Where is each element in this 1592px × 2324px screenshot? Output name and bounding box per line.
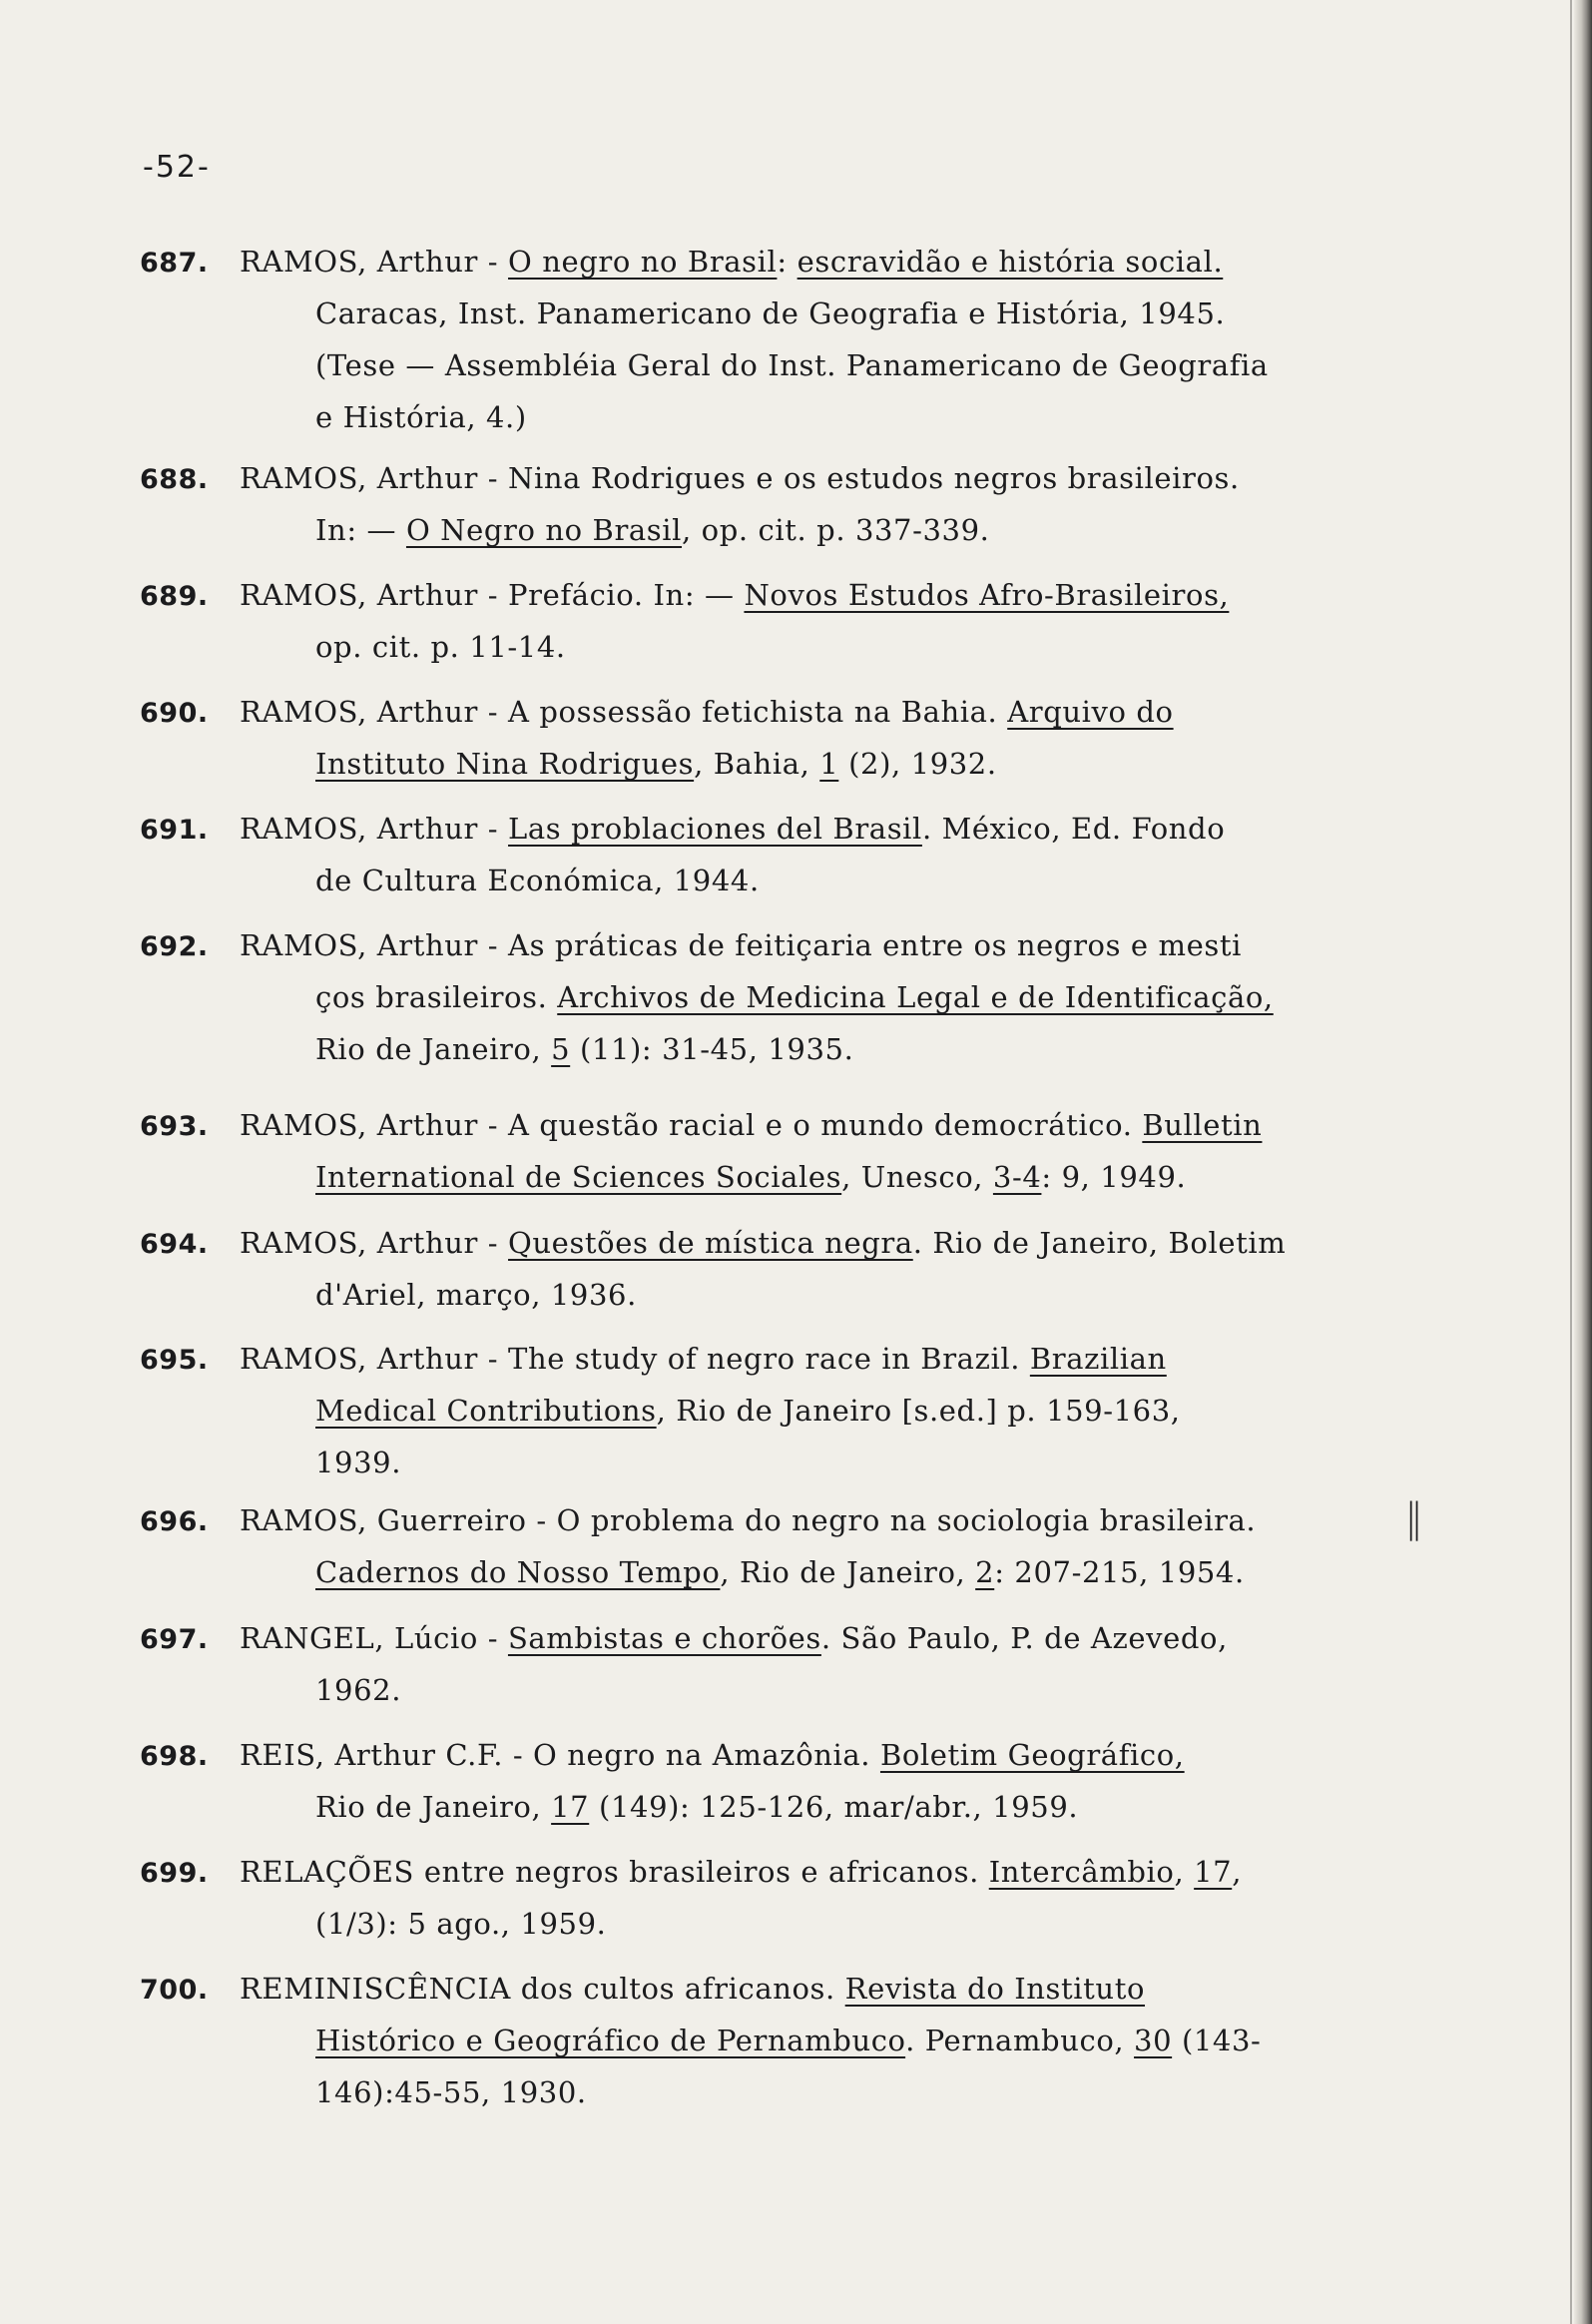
entry-text: RANGEL, Lúcio - xyxy=(240,1621,508,1655)
entry-line xyxy=(240,1855,1242,1889)
underlined-title: O negro no Brasil xyxy=(508,245,778,279)
entry-text: . Pernambuco, xyxy=(905,2024,1135,2057)
entry-text: , op. cit. p. 337-339. xyxy=(682,513,990,547)
underlined-title: 1 xyxy=(819,747,839,781)
entry-line xyxy=(315,1032,853,1066)
underlined-title: Questões de mística negra xyxy=(508,1226,913,1260)
entry-text: 1939. xyxy=(315,1446,402,1479)
entry-text: (2), 1932. xyxy=(838,747,997,781)
entry-text: RAMOS, Arthur - xyxy=(240,245,509,279)
entry-line xyxy=(315,400,527,434)
entry-text: RAMOS, Arthur - xyxy=(240,1226,509,1260)
underlined-title: escravidão e história social. xyxy=(796,245,1224,279)
entry-text: RAMOS, Arthur - A questão racial e o mundo democrático. xyxy=(240,1108,1143,1142)
underlined-title: Bulletin xyxy=(1142,1108,1263,1142)
entry-line xyxy=(240,245,1223,279)
underlined-title: International de Sciences Sociales xyxy=(315,1160,842,1194)
underlined-title: Novos Estudos Afro-Brasileiros, xyxy=(744,578,1230,612)
underlined-title: Medical Contributions xyxy=(315,1394,657,1428)
entry-line xyxy=(315,1555,1245,1589)
entry-line xyxy=(240,812,1225,846)
entry-text: (Tese — Assembléia Geral do Inst. Panamericano de Geografia xyxy=(315,348,1269,382)
entry-line xyxy=(240,1503,1256,1537)
entry-text: (11): 31-45, 1935. xyxy=(570,1032,854,1066)
entry-text: RAMOS, Arthur - A possessão fetichista na Bahia. xyxy=(240,695,1008,729)
entry-line xyxy=(315,2075,587,2109)
underlined-title: 5 xyxy=(551,1032,571,1066)
entry-line xyxy=(315,348,1269,382)
entry-number: 694. xyxy=(140,1229,209,1260)
entry-text: , Rio de Janeiro [s.ed.] p. 159-163, xyxy=(656,1394,1181,1428)
entry-number: 695. xyxy=(140,1345,209,1376)
entry-text: REMINISCÊNCIA dos cultos africanos. xyxy=(240,1972,845,2006)
entry-text: : xyxy=(777,245,797,279)
entry-text: RAMOS, Arthur - Prefácio. In: — xyxy=(240,578,745,612)
entry-text: d'Ariel, março, 1936. xyxy=(315,1278,637,1312)
underlined-title: Revista do Instituto xyxy=(844,1972,1146,2006)
entry-text: RAMOS, Arthur - Nina Rodrigues e os estudos negros brasileiros. xyxy=(240,461,1240,495)
entry-line xyxy=(240,1972,1145,2006)
entry-line xyxy=(240,1342,1167,1376)
entry-text: REIS, Arthur C.F. - O negro na Amazônia. xyxy=(240,1738,880,1772)
entry-line xyxy=(315,1278,637,1312)
entry-text: . Rio de Janeiro, Boletim xyxy=(912,1226,1287,1260)
underlined-title: 3-4 xyxy=(992,1160,1042,1194)
entry-text: : 9, 1949. xyxy=(1041,1160,1187,1194)
entry-text: Caracas, Inst. Panamericano de Geografia e História, 1945. xyxy=(315,296,1226,330)
entry-text: RAMOS, Guerreiro - O problema do negro na sociologia brasileira. xyxy=(240,1503,1257,1537)
entry-text: (143- xyxy=(1172,2024,1262,2057)
entry-line xyxy=(315,513,989,547)
entry-line xyxy=(240,461,1240,495)
entry-line xyxy=(315,1446,401,1479)
entry-text: In: — xyxy=(315,513,406,547)
entry-line xyxy=(240,695,1174,729)
entry-number: 696. xyxy=(140,1506,209,1537)
entry-text: . México, Ed. Fondo xyxy=(921,812,1226,846)
entry-line xyxy=(315,296,1225,330)
underlined-title: Archivos de Medicina Legal e de Identificação, xyxy=(557,980,1274,1014)
underlined-title: Histórico e Geográfico de Pernambuco xyxy=(315,2024,906,2057)
entry-line xyxy=(315,1160,1186,1194)
entry-line xyxy=(315,980,1274,1014)
entry-text: ços brasileiros. xyxy=(315,980,558,1014)
underlined-title: Intercâmbio xyxy=(988,1855,1175,1889)
underlined-title: 17 xyxy=(1194,1855,1233,1889)
entry-line xyxy=(315,1673,401,1707)
underlined-title: Boletim Geográfico, xyxy=(879,1738,1185,1772)
entry-line xyxy=(315,1394,1181,1428)
entry-number: 692. xyxy=(140,931,209,962)
entry-text: (149): 125-126, mar/abr., 1959. xyxy=(589,1790,1079,1824)
underlined-title: Arquivo do xyxy=(1007,695,1174,729)
entry-text: , xyxy=(1232,1855,1243,1889)
underlined-title: Sambistas e chorões xyxy=(507,1621,821,1655)
entry-number: 689. xyxy=(140,581,209,612)
entry-line xyxy=(315,630,566,664)
underlined-title: Instituto Nina Rodrigues xyxy=(315,747,695,781)
entry-text: 1962. xyxy=(315,1673,402,1707)
entry-line xyxy=(240,1108,1262,1142)
entry-text: RAMOS, Arthur - The study of negro race in Brazil. xyxy=(240,1342,1030,1376)
entry-line xyxy=(315,1907,606,1941)
underlined-title: Brazilian xyxy=(1029,1342,1167,1376)
entry-number: 690. xyxy=(140,698,209,729)
entry-number: 697. xyxy=(140,1624,209,1655)
entry-line xyxy=(315,747,997,781)
entry-text: Rio de Janeiro, xyxy=(315,1790,552,1824)
margin-mark: || xyxy=(1407,1495,1420,1541)
underlined-title: Las problaciones del Brasil xyxy=(508,812,922,846)
entry-number: 700. xyxy=(140,1975,209,2006)
entry-line xyxy=(315,2024,1261,2057)
entry-line xyxy=(240,1621,1228,1655)
entry-line xyxy=(240,1738,1185,1772)
entry-text: , Bahia, xyxy=(694,747,820,781)
underlined-title: Cadernos do Nosso Tempo xyxy=(315,1555,721,1589)
underlined-title: 17 xyxy=(551,1790,590,1824)
entry-text: RELAÇÕES entre negros brasileiros e africanos. xyxy=(240,1855,989,1889)
underlined-title: 2 xyxy=(975,1555,995,1589)
entry-text: Rio de Janeiro, xyxy=(315,1032,552,1066)
entry-text: . São Paulo, P. de Azevedo, xyxy=(820,1621,1228,1655)
entry-line xyxy=(240,1226,1286,1260)
page-number: -52- xyxy=(143,150,211,185)
entry-text: RAMOS, Arthur - As práticas de feitiçaria entre os negros e mesti xyxy=(240,928,1242,962)
entry-text: , Unesco, xyxy=(841,1160,993,1194)
entry-number: 687. xyxy=(140,248,209,279)
entry-line xyxy=(240,928,1242,962)
entry-text: , Rio de Janeiro, xyxy=(720,1555,976,1589)
entry-text: , xyxy=(1174,1855,1195,1889)
entry-text: RAMOS, Arthur - xyxy=(240,812,509,846)
underlined-title: O Negro no Brasil xyxy=(405,513,683,547)
entry-line xyxy=(315,864,760,897)
entry-number: 699. xyxy=(140,1858,209,1889)
entry-text: (1/3): 5 ago., 1959. xyxy=(315,1907,607,1941)
entry-text: de Cultura Económica, 1944. xyxy=(315,864,760,897)
entry-text: op. cit. p. 11-14. xyxy=(315,630,566,664)
entry-text: 146):45-55, 1930. xyxy=(315,2075,587,2109)
entry-number: 698. xyxy=(140,1741,209,1772)
entry-text: e História, 4.) xyxy=(315,400,527,434)
entry-number: 693. xyxy=(140,1111,209,1142)
entry-number: 691. xyxy=(140,815,209,846)
entry-line xyxy=(315,1790,1078,1824)
entry-line xyxy=(240,578,1229,612)
underlined-title: 30 xyxy=(1134,2024,1173,2057)
entry-number: 688. xyxy=(140,464,209,495)
page-edge-shadow xyxy=(1574,0,1592,2324)
entry-text: : 207-215, 1954. xyxy=(994,1555,1245,1589)
